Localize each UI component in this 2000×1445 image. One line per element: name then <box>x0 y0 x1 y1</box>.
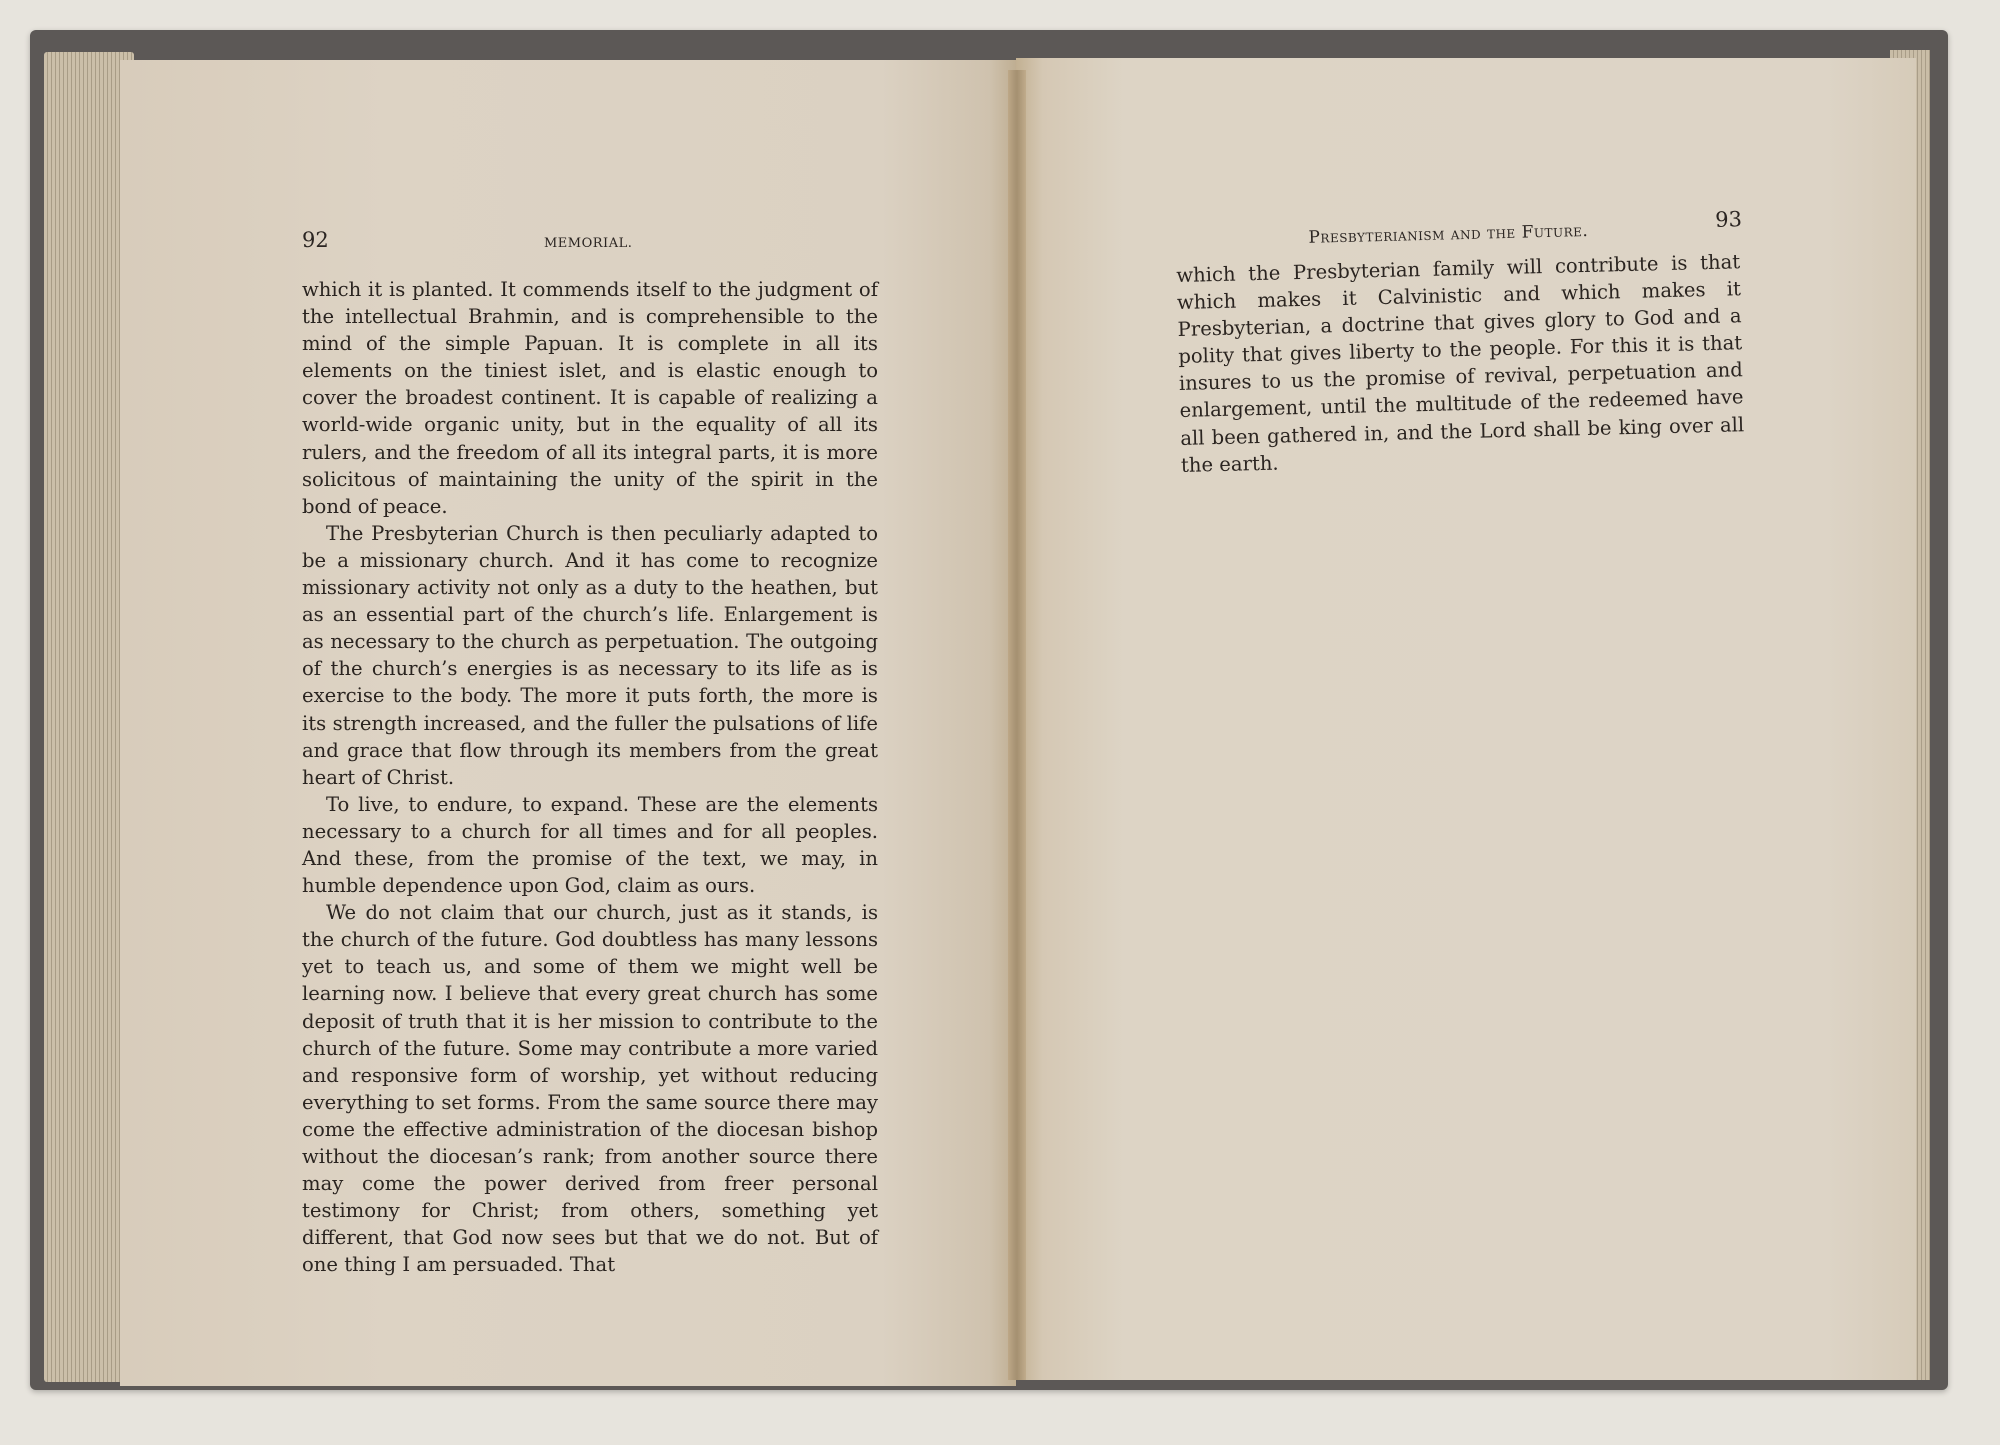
left-page-number: 92 <box>302 228 329 252</box>
paragraph: which it is planted. It commends itself to the judgment of the intellectual Brahmin, and is comprehensible to the mind of the simple Papuan. It is complete in all its elements on the tiniest islet, and is elastic enough to cover the broadest continent. It is capable of realizing a world-wide organic unity, but in the equality of all its rulers, and the freedom of all its integral parts, it is more solicitous of maintaining the unity of the spirit in the bond of peace. <box>302 278 878 518</box>
paragraph: The Presbyterian Church is then peculiarly adapted to be a missionary church. And it has come to recognize missionary activity not only as a duty to the heathen, but as an essential part of the church’s life. Enlargement is as necessary to the church as perpetuation. The outgoing of the church’s energies is as necessary to its life as is exercise to the body. The more it puts forth, the more is its strength increased, and the fuller the pulsations of life and grace that flow through its members from the great heart of Christ. <box>302 521 878 789</box>
book-gutter <box>1008 70 1026 1380</box>
left-running-head: MEMORIAL. <box>544 236 633 251</box>
left-page-text <box>302 276 878 1278</box>
paragraph: To live, to endure, to expand. These are the elements necessary to a church for all times and for all peoples. And these, from the promise of the text, we may, in humble dependence upon God, claim as ours. <box>302 792 878 898</box>
paragraph: We do not claim that our church, just as it stands, is the church of the future. God doubtless has many lessons yet to teach us, and some of them we might well be learning now. I believe that every great church has some deposit of truth that it is her mission to contribute to the church of the future. Some may contribute a more varied and responsive form of worship, yet without reducing everything to set forms. From the same source there may come the effective administration of the diocesan bishop without the diocesan’s rank; from another source there may come the power derived from freer personal testimony for Christ; from others, something yet different, that God now sees but that we do not. But of one thing I am persuaded. That <box>302 901 878 1277</box>
paragraph: which the Presbyterian family will contribute is that which makes it Calvinistic and which makes it Presbyterian, a doctrine that gives glory to God and a polity that gives liberty to the people. For this it is that insures to us the promise of revival, perpetuation and enlargement, until the multitude of the redeemed have all been gathered in, and the Lord shall be king over all the earth. <box>1176 250 1745 477</box>
right-page-text <box>1176 248 1745 478</box>
right-running-head: Presbyterianism and the Future. <box>1308 220 1589 248</box>
right-page-number: 93 <box>1714 207 1743 232</box>
